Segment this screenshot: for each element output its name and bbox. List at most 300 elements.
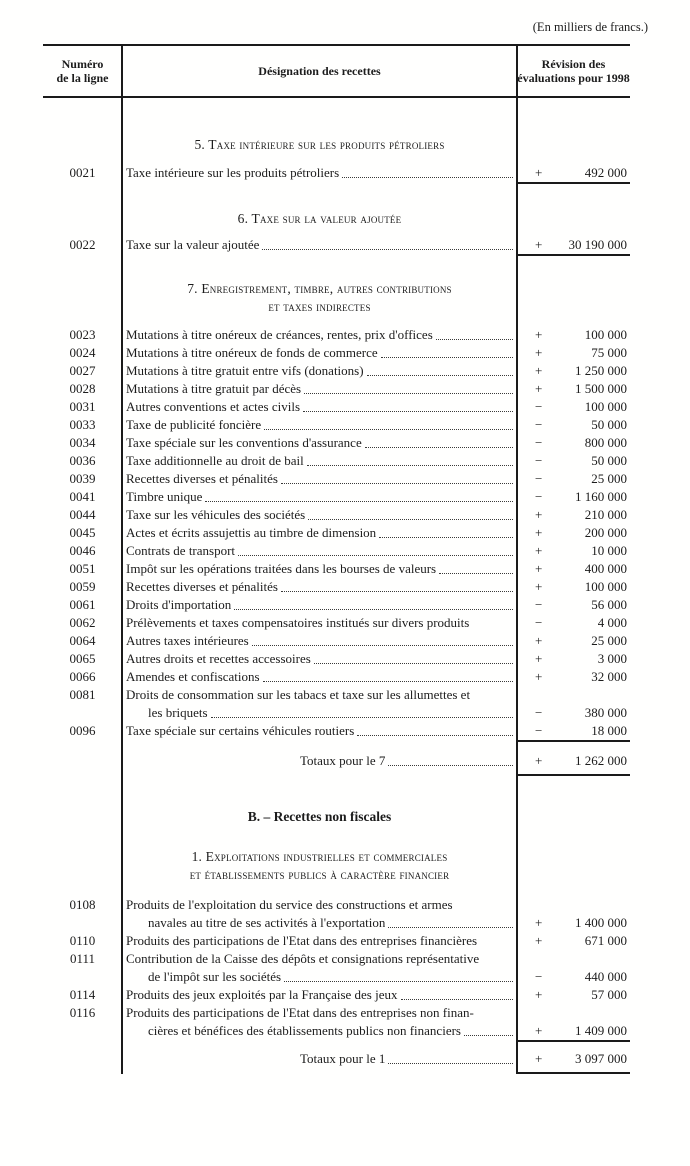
spacer	[43, 154, 630, 164]
amount-sign	[517, 896, 561, 914]
amount-sign: +	[535, 525, 543, 540]
dotted-leader	[388, 914, 513, 928]
table-row	[43, 506, 630, 524]
amount-cell	[517, 722, 630, 740]
section-heading-row	[43, 136, 630, 154]
designation-text: Mutations à titre gratuit entre vifs (donations)	[126, 363, 364, 378]
spacer	[43, 182, 630, 210]
amount-value: 30 190 000	[568, 237, 627, 252]
designation-cell	[122, 326, 517, 344]
amount-value: 1 400 000	[575, 915, 627, 930]
designation-text: Recettes diverses et pénalités	[126, 579, 278, 594]
table-row	[43, 950, 630, 968]
amount-sign: +	[535, 363, 543, 378]
designation-text: Taxe additionnelle au droit de bail	[126, 453, 304, 468]
designation-text: Contribution de la Caisse des dépôts et consignations représentative	[126, 951, 480, 966]
table-header	[43, 46, 630, 98]
amount-value: 10 000	[591, 543, 627, 558]
amount-underline	[517, 1072, 630, 1074]
amount-sign: +	[535, 753, 543, 768]
designation-text: navales au titre de ses activités à l'exportation	[148, 915, 386, 930]
amount-cell	[517, 136, 630, 154]
designation-cell	[122, 950, 517, 968]
amount-value: 50 000	[591, 417, 627, 432]
section-heading-row	[43, 866, 630, 884]
amount-cell	[517, 362, 630, 380]
amount-cell	[517, 950, 630, 968]
dotted-leader	[281, 470, 513, 484]
designation-cell	[122, 704, 517, 722]
amount-cell	[517, 344, 630, 362]
header-line-number-l2: de la ligne	[56, 71, 109, 85]
amount-value: 4 000	[597, 615, 627, 630]
amount-underline	[517, 1040, 630, 1042]
header-revision-l2: évaluations pour 1998	[517, 71, 630, 85]
header-line-number	[43, 57, 122, 85]
designation-cell	[122, 452, 517, 470]
header-designation: Désignation des recettes	[258, 63, 381, 78]
amount-sign: +	[535, 933, 543, 948]
line-number: 0059	[69, 579, 96, 594]
amount-underline	[517, 774, 630, 776]
amount-underline	[517, 740, 630, 742]
amount-value: 200 000	[584, 525, 627, 540]
designation-cell	[122, 896, 517, 914]
designation-cell	[122, 1004, 517, 1022]
table-row	[43, 722, 630, 740]
designation-cell	[122, 542, 517, 560]
amount-sign: −	[535, 969, 543, 984]
line-number: 0116	[69, 1005, 96, 1020]
amount-cell	[517, 434, 630, 452]
table-row	[43, 614, 630, 632]
dotted-leader	[262, 236, 513, 250]
designation-cell	[122, 668, 517, 686]
amount-value: 440 000	[584, 969, 627, 984]
designation-cell	[122, 1022, 517, 1040]
designation-text: Autres droits et recettes accessoires	[126, 651, 311, 666]
section-heading-row	[43, 280, 630, 298]
amount-sign: +	[535, 327, 543, 342]
amount-value: 380 000	[584, 705, 627, 720]
designation-text: Produits des participations de l'Etat dans des entreprises non finan-	[126, 1005, 474, 1020]
section-heading: et taxes indirectes	[268, 299, 371, 314]
amount-cell	[517, 704, 630, 722]
table-row	[43, 932, 630, 950]
line-number: 0024	[69, 345, 96, 360]
amount-value	[561, 1004, 627, 1022]
spacer	[43, 228, 630, 236]
designation-cell	[122, 560, 517, 578]
amount-sign: +	[535, 633, 543, 648]
amount-value: 25 000	[591, 471, 627, 486]
designation-text: Mutations à titre onéreux de créances, rentes, prix d'offices	[126, 327, 433, 342]
line-number: 0039	[69, 471, 96, 486]
line-number: 0064	[69, 633, 96, 648]
table-row	[43, 686, 630, 704]
table-row	[43, 470, 630, 488]
designation-text: de l'impôt sur les sociétés	[148, 969, 282, 984]
dotted-leader	[381, 344, 513, 358]
table-row	[43, 914, 630, 932]
amount-sign	[517, 950, 561, 968]
amount-value: 75 000	[591, 345, 627, 360]
amount-sign: −	[535, 489, 543, 504]
designation-text: Taxe intérieure sur les produits pétroliers	[126, 165, 340, 180]
amount-value: 100 000	[584, 399, 627, 414]
table-row	[43, 452, 630, 470]
table-row	[43, 236, 630, 254]
dotted-leader	[357, 722, 513, 736]
designation-text: Impôt sur les opérations traitées dans les bourses de valeurs	[126, 561, 437, 576]
line-number: 0022	[69, 237, 96, 252]
amount-cell	[517, 896, 630, 914]
designation-cell	[122, 524, 517, 542]
amount-value: 1 250 000	[575, 363, 627, 378]
amount-value: 100 000	[584, 327, 627, 342]
amount-cell	[517, 398, 630, 416]
amount-value: 400 000	[584, 561, 627, 576]
dotted-leader	[365, 434, 513, 448]
designation-cell	[122, 164, 517, 182]
line-number-cell	[43, 848, 122, 866]
line-number: 0034	[69, 435, 96, 450]
amount-cell	[517, 1050, 630, 1068]
amount-sign: −	[535, 597, 543, 612]
amount-cell	[517, 1004, 630, 1022]
designation-text: Contrats de transport	[126, 543, 236, 558]
amount-sign: −	[535, 453, 543, 468]
amount-sign: +	[535, 579, 543, 594]
designation-text: Timbre unique	[126, 489, 203, 504]
total-row	[43, 752, 630, 770]
line-number-cell	[43, 136, 122, 154]
amount-cell	[517, 808, 630, 826]
amount-cell	[517, 488, 630, 506]
designation-text: Produits des participations de l'Etat dans des entreprises financières	[126, 933, 478, 948]
dotted-leader	[379, 524, 513, 538]
dotted-leader	[238, 542, 513, 556]
dotted-leader	[263, 668, 513, 682]
designation-text: Droits d'importation	[126, 597, 232, 612]
line-number: 0062	[69, 615, 96, 630]
designation-cell	[122, 380, 517, 398]
amount-value: 1 160 000	[575, 489, 627, 504]
amount-value	[561, 686, 627, 704]
dotted-leader	[388, 1050, 513, 1064]
amount-cell	[517, 452, 630, 470]
amount-cell	[517, 848, 630, 866]
designation-text: les briquets	[148, 705, 208, 720]
designation-cell	[122, 932, 517, 950]
amount-value: 50 000	[591, 453, 627, 468]
line-number: 0045	[69, 525, 96, 540]
amount-cell	[517, 280, 630, 298]
unit-note: (En milliers de francs.)	[532, 20, 648, 34]
line-number	[43, 914, 122, 932]
designation-cell	[122, 506, 517, 524]
amount-cell	[517, 1022, 630, 1040]
line-number-cell	[43, 808, 122, 826]
amount-cell	[517, 668, 630, 686]
table-row	[43, 968, 630, 986]
line-number: 0051	[69, 561, 96, 576]
section-heading-row	[43, 848, 630, 866]
designation-cell	[122, 686, 517, 704]
amount-sign	[517, 1004, 561, 1022]
dotted-leader	[303, 398, 513, 412]
table-row	[43, 650, 630, 668]
amount-cell	[517, 614, 630, 632]
amount-value	[561, 950, 627, 968]
line-number: 0111	[69, 951, 96, 966]
designation-cell	[122, 632, 517, 650]
amount-value: 57 000	[591, 987, 627, 1002]
dotted-leader	[314, 650, 513, 664]
amount-cell	[517, 416, 630, 434]
amount-cell	[517, 968, 630, 986]
line-number-cell	[43, 866, 122, 884]
amount-value: 18 000	[591, 723, 627, 738]
amount-value: 671 000	[584, 933, 627, 948]
amount-underline	[517, 254, 630, 256]
designation-text: Autres conventions et actes civils	[126, 399, 301, 414]
amount-sign	[517, 686, 561, 704]
designation-cell	[122, 488, 517, 506]
dotted-leader	[436, 326, 513, 340]
table-row	[43, 1004, 630, 1022]
amount-value: 25 000	[591, 633, 627, 648]
amount-cell	[517, 932, 630, 950]
amount-sign: +	[535, 543, 543, 558]
table-row	[43, 668, 630, 686]
part-heading: B. – Recettes non fiscales	[247, 809, 392, 824]
dotted-leader	[401, 986, 514, 1000]
dotted-leader	[234, 596, 513, 610]
amount-cell	[517, 578, 630, 596]
amount-cell	[517, 866, 630, 884]
line-number	[43, 752, 122, 770]
line-number: 0110	[69, 933, 96, 948]
line-number: 0036	[69, 453, 96, 468]
table-row	[43, 896, 630, 914]
header-revision	[517, 57, 630, 85]
amount-cell	[517, 524, 630, 542]
amount-sign: +	[535, 237, 543, 252]
line-number: 0046	[69, 543, 96, 558]
amount-value	[561, 896, 627, 914]
table-row	[43, 704, 630, 722]
table-row	[43, 560, 630, 578]
dotted-leader	[252, 632, 513, 646]
section-heading-row	[43, 210, 630, 228]
amount-sign: +	[535, 915, 543, 930]
revenue-table	[43, 44, 630, 1072]
amount-value: 56 000	[591, 597, 627, 612]
dotted-leader	[439, 560, 513, 574]
column-divider-1	[121, 46, 123, 1074]
amount-sign: +	[535, 1051, 543, 1066]
table-row	[43, 542, 630, 560]
line-number	[43, 704, 122, 722]
amount-sign: +	[535, 561, 543, 576]
designation-cell	[122, 470, 517, 488]
header-revision-l1: Révision des	[541, 57, 606, 71]
amount-sign: +	[535, 987, 543, 1002]
designation-text: Totaux pour le 1	[300, 1051, 386, 1066]
amount-cell	[517, 686, 630, 704]
designation-cell	[122, 914, 517, 932]
amount-cell	[517, 506, 630, 524]
line-number: 0041	[69, 489, 96, 504]
amount-cell	[517, 236, 630, 254]
designation-cell	[122, 344, 517, 362]
table-row	[43, 398, 630, 416]
amount-value: 492 000	[584, 165, 627, 180]
amount-cell	[517, 470, 630, 488]
amount-cell	[517, 298, 630, 316]
designation-text: Droits de consommation sur les tabacs et taxe sur les allumettes et	[126, 687, 471, 702]
amount-sign: −	[535, 723, 543, 738]
amount-sign: +	[535, 1023, 543, 1038]
line-number: 0096	[69, 723, 96, 738]
line-number: 0108	[69, 897, 96, 912]
table-row	[43, 578, 630, 596]
designation-text: Produits de l'exploitation du service des constructions et armes	[126, 897, 453, 912]
designation-text: cières et bénéfices des établissements publics non financiers	[148, 1023, 461, 1038]
designation-text: Taxe spéciale sur certains véhicules routiers	[126, 723, 355, 738]
line-number: 0061	[69, 597, 96, 612]
designation-text: Mutations à titre onéreux de fonds de commerce	[126, 345, 378, 360]
designation-text: Prélèvements et taxes compensatoires institués sur divers produits	[126, 615, 470, 630]
amount-sign: +	[535, 651, 543, 666]
dotted-leader	[284, 968, 513, 982]
designation-cell	[122, 362, 517, 380]
dotted-leader	[281, 578, 513, 592]
line-number: 0023	[69, 327, 96, 342]
table-row	[43, 434, 630, 452]
designation-cell	[122, 398, 517, 416]
amount-cell	[517, 986, 630, 1004]
line-number: 0028	[69, 381, 96, 396]
designation-text: Totaux pour le 7	[300, 753, 386, 768]
amount-sign: −	[535, 399, 543, 414]
amount-cell	[517, 914, 630, 932]
line-number	[43, 1050, 122, 1068]
table-row	[43, 362, 630, 380]
line-number: 0044	[69, 507, 96, 522]
section-heading: 5. Taxe intérieure sur les produits pétroliers	[194, 137, 445, 152]
designation-text: Autres taxes intérieures	[126, 633, 249, 648]
line-number: 0031	[69, 399, 96, 414]
amount-value: 1 409 000	[575, 1023, 627, 1038]
amount-sign: +	[535, 507, 543, 522]
line-number: 0065	[69, 651, 96, 666]
designation-text: Taxe spéciale sur les conventions d'assurance	[126, 435, 362, 450]
amount-sign: −	[535, 705, 543, 720]
designation-cell	[122, 752, 517, 770]
designation-cell	[122, 578, 517, 596]
amount-sign: +	[535, 345, 543, 360]
line-number: 0033	[69, 417, 96, 432]
designation-cell	[122, 614, 517, 632]
designation-cell	[122, 596, 517, 614]
spacer	[43, 774, 630, 808]
amount-cell	[517, 542, 630, 560]
designation-cell	[122, 722, 517, 740]
amount-cell	[517, 596, 630, 614]
amount-value: 3 097 000	[575, 1051, 627, 1066]
table-row	[43, 164, 630, 182]
amount-underline	[517, 182, 630, 184]
table-row	[43, 1022, 630, 1040]
table-row	[43, 416, 630, 434]
spacer	[43, 826, 630, 848]
amount-cell	[517, 326, 630, 344]
designation-cell	[122, 434, 517, 452]
amount-cell	[517, 380, 630, 398]
section-heading: 6. Taxe sur la valeur ajoutée	[237, 211, 402, 226]
amount-value: 800 000	[584, 435, 627, 450]
designation-cell	[122, 986, 517, 1004]
dotted-leader	[367, 362, 513, 376]
dotted-leader	[307, 452, 513, 466]
amount-sign: −	[535, 615, 543, 630]
designation-text: Mutations à titre gratuit par décès	[126, 381, 302, 396]
amount-value: 3 000	[597, 651, 627, 666]
dotted-leader	[342, 164, 513, 178]
amount-sign: −	[535, 435, 543, 450]
amount-cell	[517, 210, 630, 228]
amount-value: 100 000	[584, 579, 627, 594]
header-line-number-l1: Numéro	[61, 57, 104, 71]
line-number	[43, 1022, 122, 1040]
dotted-leader	[388, 752, 513, 766]
line-number-cell	[43, 298, 122, 316]
table-row	[43, 380, 630, 398]
spacer	[43, 316, 630, 326]
dotted-leader	[205, 488, 513, 502]
amount-value: 32 000	[591, 669, 627, 684]
line-number: 0066	[69, 669, 96, 684]
line-number-cell	[43, 280, 122, 298]
amount-value: 1 500 000	[575, 381, 627, 396]
designation-text: Taxe sur les véhicules des sociétés	[126, 507, 306, 522]
table-row	[43, 596, 630, 614]
designation-text: Actes et écrits assujettis au timbre de dimension	[126, 525, 377, 540]
amount-cell	[517, 560, 630, 578]
amount-sign: −	[535, 471, 543, 486]
dotted-leader	[464, 1022, 513, 1036]
designation-text: Produits des jeux exploités par la Française des jeux	[126, 987, 398, 1002]
amount-cell	[517, 752, 630, 770]
section-heading: et établissements publics à caractère financier	[189, 867, 450, 882]
amount-sign: +	[535, 381, 543, 396]
designation-cell	[122, 968, 517, 986]
line-number: 0021	[69, 165, 96, 180]
section-heading-row	[43, 298, 630, 316]
dotted-leader	[264, 416, 513, 430]
designation-cell	[122, 416, 517, 434]
designation-text: Taxe sur la valeur ajoutée	[126, 237, 260, 252]
line-number: 0027	[69, 363, 96, 378]
designation-text: Amendes et confiscations	[126, 669, 260, 684]
table-body	[43, 98, 630, 1072]
table-row	[43, 524, 630, 542]
dotted-leader	[304, 380, 513, 394]
table-row	[43, 986, 630, 1004]
amount-sign: +	[535, 165, 543, 180]
